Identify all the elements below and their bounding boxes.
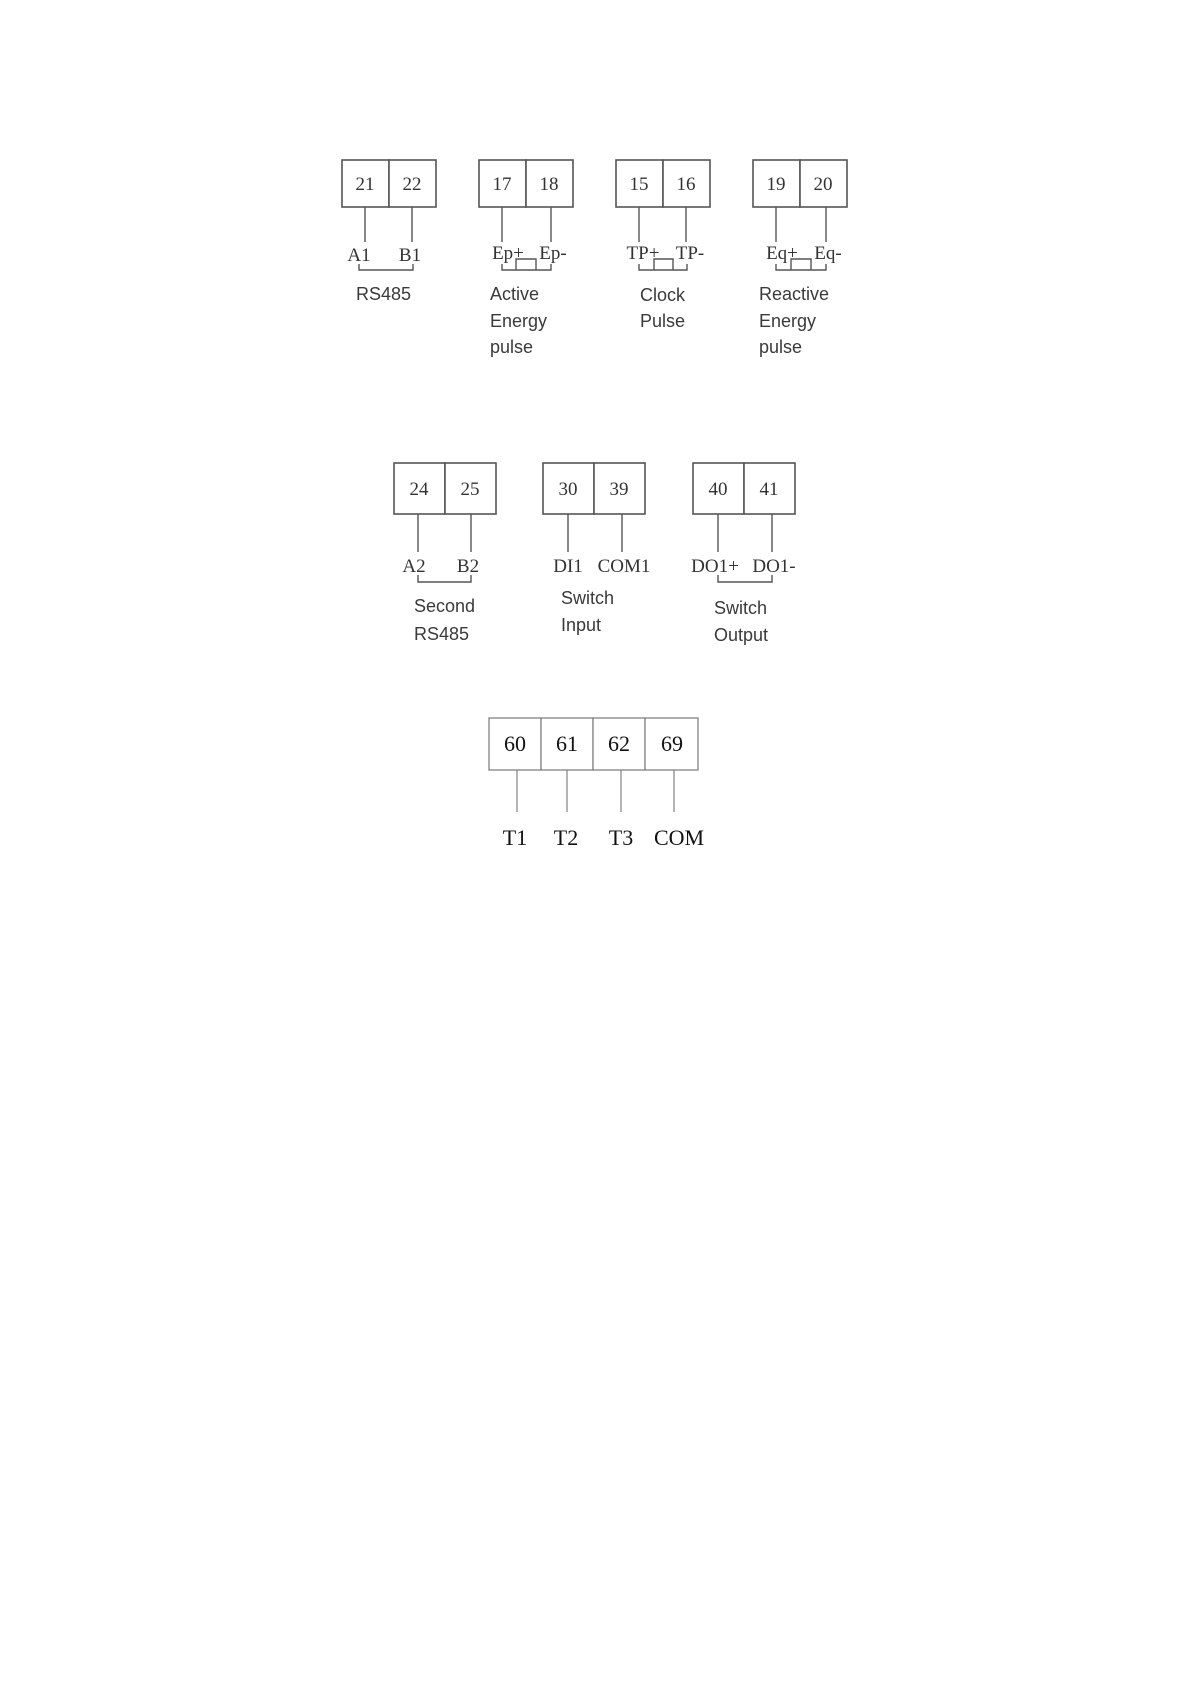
pin-label: DI1 — [553, 556, 583, 577]
terminal-number: 16 — [676, 174, 696, 195]
pin-label: Ep+ — [492, 243, 524, 264]
active-energy-terminal-group — [479, 160, 573, 357]
terminal-number: 60 — [504, 731, 526, 756]
pin-label: COM — [653, 825, 705, 850]
group-caption: Active — [490, 284, 540, 304]
reactive-energy-terminal-group — [753, 160, 847, 357]
terminal-number: 41 — [759, 479, 779, 500]
group-caption: Pulse — [640, 311, 686, 331]
terminal-number: 22 — [402, 174, 422, 195]
terminal-number: 21 — [355, 174, 375, 195]
terminal-number: 17 — [492, 174, 512, 195]
second-rs485-terminal-group — [394, 463, 496, 644]
terminal-number: 25 — [460, 479, 480, 500]
tariff-terminal-group — [489, 718, 704, 850]
group-caption: RS485 — [356, 284, 412, 304]
group-caption: Reactive — [759, 284, 830, 304]
rs485-terminal-group — [342, 160, 436, 304]
pin-label: T2 — [553, 825, 579, 850]
terminal-number: 69 — [661, 731, 683, 756]
group-caption: Output — [714, 625, 769, 645]
pin-label: B2 — [456, 556, 480, 577]
group-caption: Input — [561, 615, 602, 635]
group-caption: Switch — [561, 588, 615, 608]
group-caption: Energy — [490, 311, 548, 331]
pin-label: A1 — [347, 245, 371, 266]
switch-output-terminal-group — [691, 463, 795, 645]
terminal-number: 24 — [409, 479, 429, 500]
pin-label: DO1+ — [691, 556, 739, 577]
pin-label: T3 — [608, 825, 634, 850]
pin-label: COM1 — [597, 556, 651, 577]
pin-label: TP+ — [626, 243, 660, 264]
bracket — [639, 264, 687, 270]
pin-label: Eq- — [814, 243, 842, 264]
terminal-number: 18 — [539, 174, 559, 195]
terminal-number: 39 — [609, 479, 629, 500]
terminal-number: 30 — [558, 479, 578, 500]
group-caption: Second — [414, 596, 476, 616]
terminal-number: 61 — [556, 731, 578, 756]
terminal-number: 19 — [766, 174, 786, 195]
pin-label: T1 — [502, 825, 528, 850]
pin-label: B1 — [398, 245, 422, 266]
group-caption: Switch — [714, 598, 768, 618]
clock-pulse-terminal-group — [616, 160, 710, 331]
pin-label: Ep- — [539, 243, 567, 264]
group-caption: pulse — [490, 337, 534, 357]
pin-label: Eq+ — [766, 243, 798, 264]
pin-label: DO1- — [752, 556, 796, 577]
pin-label: A2 — [402, 556, 426, 577]
terminal-number: 20 — [813, 174, 833, 195]
pin-label: TP- — [675, 243, 705, 264]
terminal-number: 62 — [608, 731, 630, 756]
group-caption: pulse — [759, 337, 803, 357]
terminal-number: 15 — [629, 174, 649, 195]
group-caption: RS485 — [414, 624, 470, 644]
bracket — [776, 264, 826, 270]
switch-input-terminal-group — [543, 463, 650, 635]
group-caption: Clock — [640, 285, 686, 305]
group-caption: Energy — [759, 311, 817, 331]
terminal-number: 40 — [708, 479, 728, 500]
bracket — [502, 264, 551, 270]
